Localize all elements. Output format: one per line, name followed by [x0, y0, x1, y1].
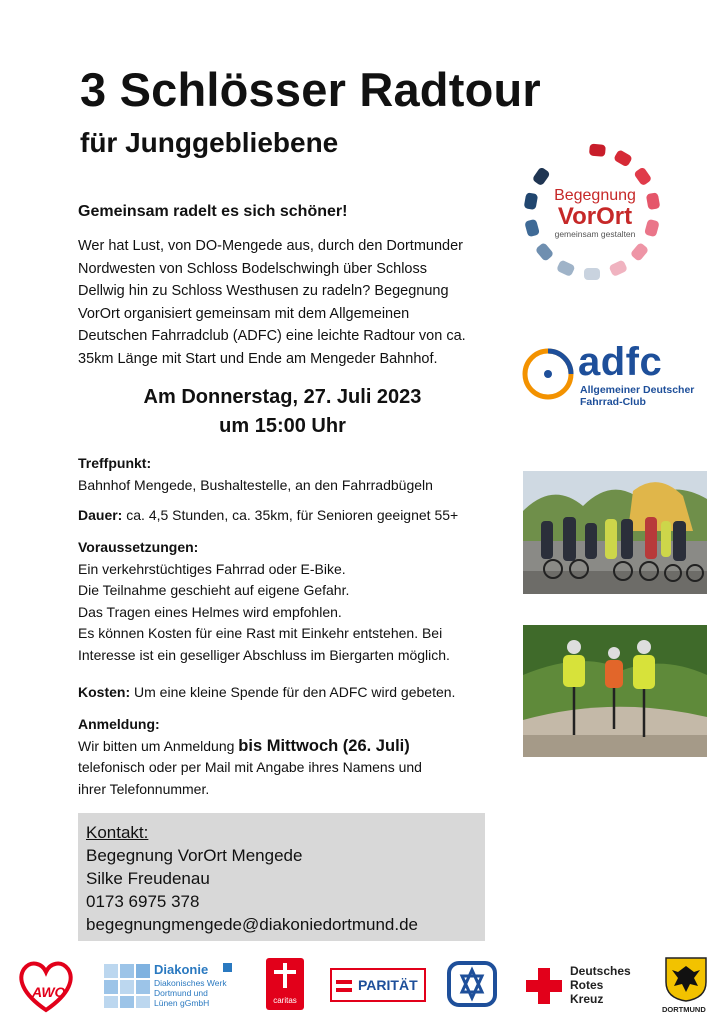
bvo-line1: Begegnung: [554, 187, 636, 204]
duration-label: Dauer:: [78, 507, 123, 523]
costs-label: Kosten:: [78, 684, 131, 700]
bvo-line3: gemeinsam gestalten: [554, 229, 636, 239]
diakonie-line: Diakonisches Werk: [154, 978, 227, 988]
diakonie-line: Lünen gGmbH: [154, 998, 210, 1008]
welfare-star-icon: [446, 960, 498, 1008]
requirements-label: Voraussetzungen:: [78, 539, 199, 555]
diakonie-cross-icon: [223, 963, 232, 972]
requirement-line: Das Tragen eines Helmes wird empfohlen.: [78, 603, 342, 620]
ring-segment: [630, 242, 649, 262]
costs-section: [78, 682, 518, 704]
wheel-icon: [520, 344, 580, 414]
contact-name: Silke Freudenau: [86, 869, 210, 888]
requirements-section: [78, 537, 518, 666]
contact-box: [78, 813, 485, 941]
duration-section: [78, 505, 518, 527]
diakonie-line: Dortmund und: [154, 988, 208, 998]
drk-line: Kreuz: [570, 992, 604, 1006]
drk-text: [570, 964, 631, 1006]
costs-text: Um eine kleine Spende für den ADFC wird gebeten.: [130, 684, 456, 700]
ring-segment: [584, 268, 600, 280]
photo-group-gathering: [523, 471, 707, 594]
event-time: um 15:00 Uhr: [219, 415, 346, 437]
page-subtitle: für Junggebliebene: [80, 127, 339, 158]
registration-label: Anmeldung:: [78, 716, 160, 732]
contact-org: Begegnung VorOrt Mengede: [86, 846, 303, 865]
adfc-wordmark: adfc: [578, 340, 663, 384]
ring-segment: [613, 149, 633, 167]
ring-segment: [524, 192, 539, 210]
adfc-logo: [520, 340, 705, 415]
contact-phone[interactable]: 0173 6975 378: [86, 892, 200, 911]
ring-segment: [556, 259, 576, 277]
red-cross-icon: [526, 968, 562, 1004]
registration-line: telefonisch oder per Mail mit Angabe ihres Namens und: [78, 759, 422, 775]
diakonie-subtitle: [154, 978, 227, 1008]
photo-cyclists-path: [523, 625, 707, 757]
ring-segment: [524, 219, 540, 238]
begegnung-vorort-logo: [520, 130, 670, 300]
intro-line: Wer hat Lust, von DO-Mengede aus, durch den Dortmunder: [78, 238, 463, 254]
meeting-label: Treffpunkt:: [78, 455, 152, 471]
registration-pre: Wir bitten um Anmeldung: [78, 737, 239, 754]
intro-line: Deutschen Fahrradclub (ADFC) eine leichte Radtour von ca.: [78, 328, 466, 345]
ring-segment: [535, 242, 554, 262]
requirement-line: Die Teilnahme geschieht auf eigene Gefahr.: [78, 582, 350, 598]
page-title: 3 Schlösser Radtour: [80, 63, 541, 116]
registration-deadline: bis Mittwoch (26. Juli): [238, 736, 410, 755]
intro-line: VorOrt organisiert gemeinsam mit dem Allgemeinen: [78, 305, 410, 322]
paritaet-logo: [330, 968, 426, 1002]
ring-segment: [532, 166, 551, 186]
meeting-section: [78, 453, 518, 496]
intro-line: Nordwesten von Schloss Bodelschwingh über Schloss: [78, 260, 427, 277]
caritas-logo: [266, 958, 304, 1010]
awo-logo-text: AWO: [32, 984, 66, 1000]
drk-line: Rotes: [570, 978, 604, 992]
requirement-line: Es können Kosten für eine Rast mit Einkehr entstehen. Bei: [78, 625, 443, 641]
ring-segment: [633, 166, 652, 186]
intro-line: 35km Länge mit Start und Ende am Mengeder Bahnhof.: [78, 350, 438, 367]
caritas-cross-icon: [266, 958, 304, 994]
caritas-text: caritas: [273, 996, 297, 1005]
dortmund-text: DORTMUND: [662, 1005, 706, 1014]
contact-email[interactable]: begegnungmengede@diakoniedortmund.de: [86, 915, 419, 934]
drk-line: Deutsches: [570, 964, 631, 978]
tagline: Gemeinsam radelt es sich schöner!: [78, 203, 348, 220]
diakonie-squares-icon: [104, 964, 152, 1008]
adfc-line1: Allgemeiner Deutscher: [580, 384, 695, 396]
requirement-line: Interesse ist ein geselliger Abschluss im Biergarten möglich.: [78, 646, 450, 663]
diakonie-title: Diakonie: [154, 962, 209, 977]
adfc-line2: Fahrrad-Club: [580, 396, 646, 408]
bvo-line2: VorOrt: [557, 203, 633, 230]
ring-segment: [608, 259, 628, 277]
duration-text: ca. 4,5 Stunden, ca. 35km, für Senioren geeignet 55+: [122, 507, 459, 523]
intro-paragraph: [78, 235, 508, 371]
registration-line: ihrer Telefonnummer.: [78, 780, 210, 797]
event-date: Am Donnerstag, 27. Juli 2023: [143, 386, 422, 408]
footer-logos: [0, 950, 724, 1024]
meeting-text: Bahnhof Mengede, Bushaltestelle, an den Fahrradbügeln: [78, 476, 433, 493]
ring-segment: [589, 144, 606, 157]
dortmund-eagle-crest-icon: [664, 956, 708, 1002]
paritaet-text: PARITÄT: [358, 977, 418, 993]
registration-section: [78, 714, 518, 800]
intro-line: Dellwig hin zu Schloss Westhusen zu radeln? Begegnung: [78, 283, 449, 300]
contact-heading: Kontakt:: [86, 823, 149, 842]
requirement-line: Ein verkehrstüchtiges Fahrrad oder E-Bike.: [78, 560, 346, 577]
equals-icon: [334, 971, 356, 1001]
event-datetime: [80, 383, 485, 441]
